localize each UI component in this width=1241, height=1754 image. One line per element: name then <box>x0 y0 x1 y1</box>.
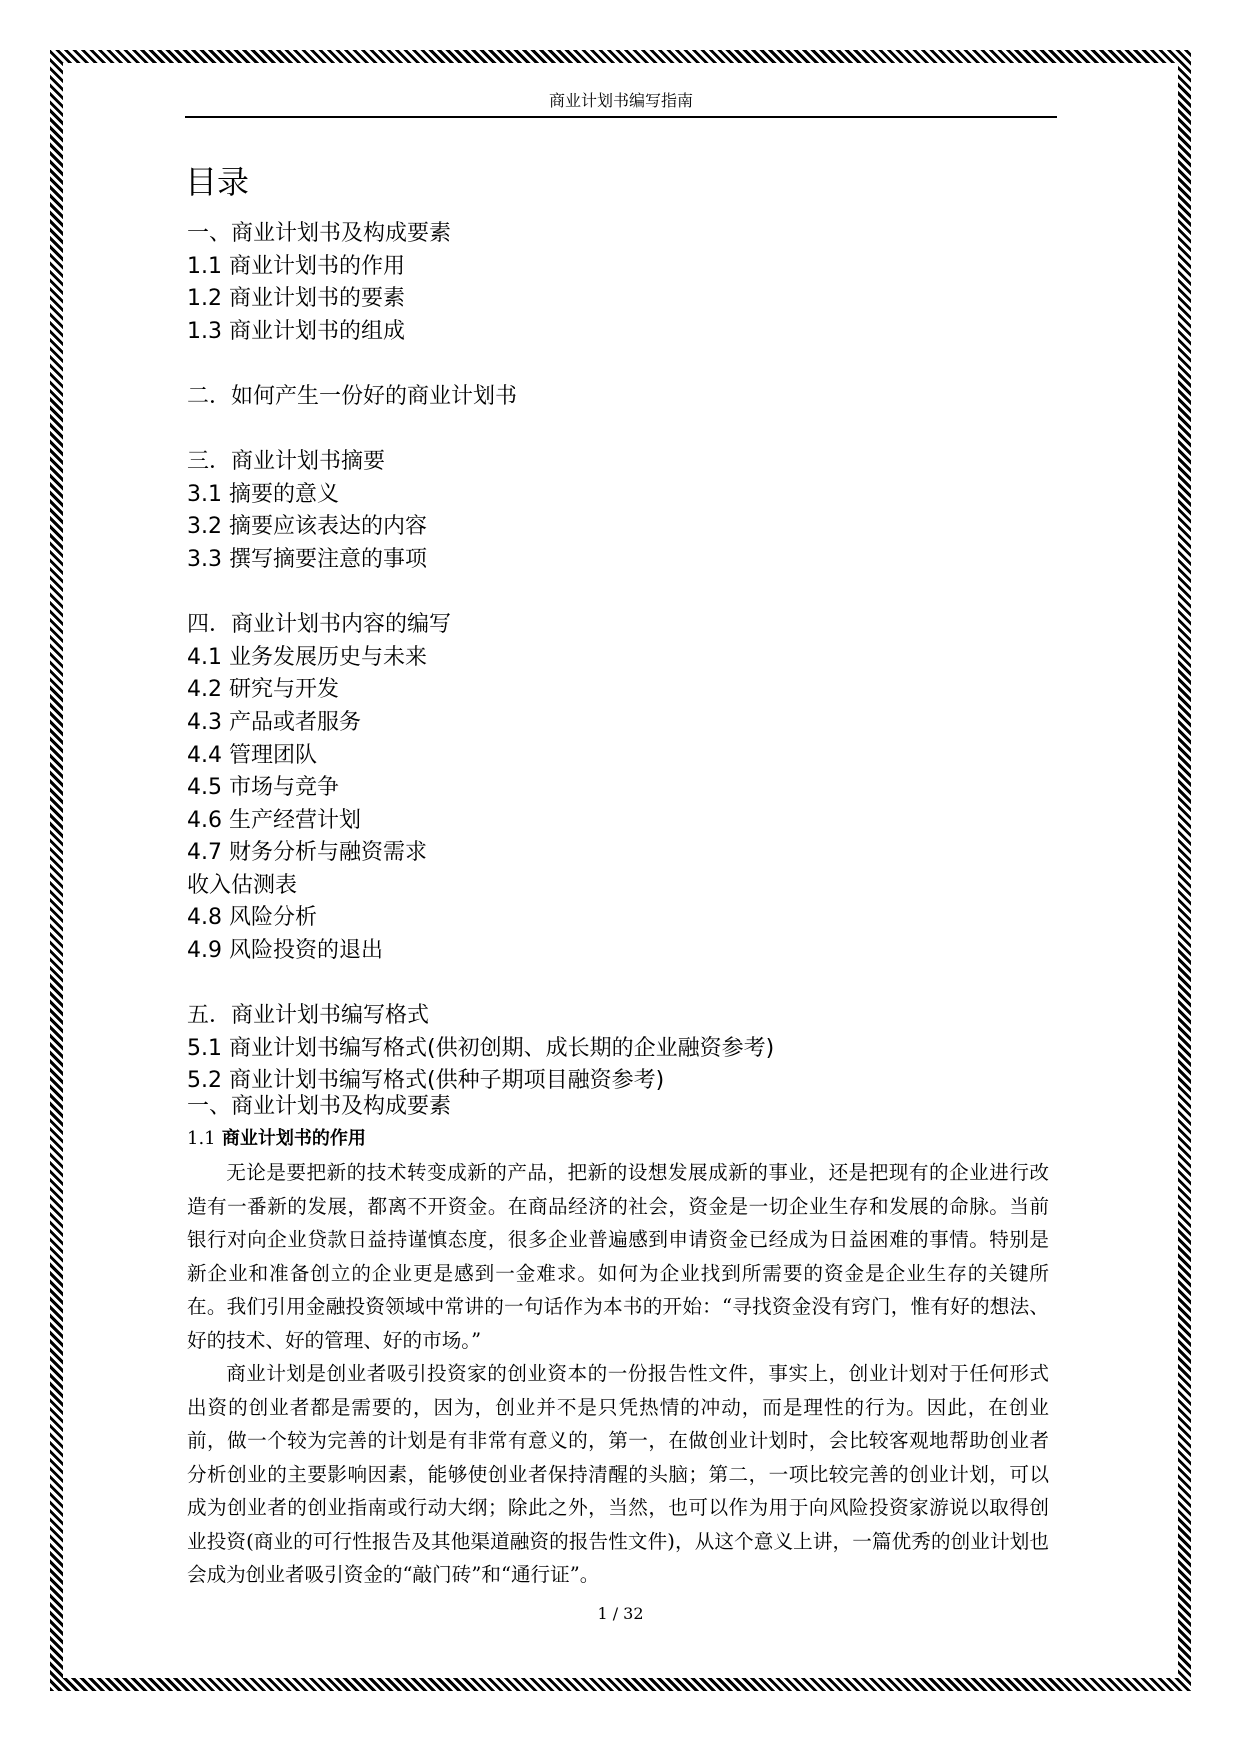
toc-entry[interactable]: 5.1 商业计划书编写格式(供初创期、成长期的企业融资参考) <box>187 1035 775 1061</box>
section-heading: 一、商业计划书及构成要素 <box>187 1094 452 1119</box>
toc-entry[interactable]: 五．商业计划书编写格式 <box>187 1003 430 1029</box>
toc-spacer <box>187 348 1047 381</box>
subsection-title: 商业计划书的作用 <box>221 1128 366 1149</box>
page-header: 商业计划书编写指南 <box>185 88 1057 118</box>
toc-entry[interactable]: 4.3 产品或者服务 <box>187 709 361 735</box>
toc-entry[interactable]: 1.2 商业计划书的要素 <box>187 286 405 312</box>
toc-entry[interactable]: 1.3 商业计划书的组成 <box>187 318 405 344</box>
toc-entry[interactable]: 4.6 生产经营计划 <box>187 807 361 833</box>
body-text <box>187 1156 1049 1592</box>
toc-spacer <box>187 968 1047 1001</box>
subsection-number: 1.1 <box>187 1128 216 1149</box>
page-number: 1 / 32 <box>597 1604 644 1623</box>
toc-entry[interactable]: 4.9 风险投资的退出 <box>187 938 383 964</box>
toc-spacer <box>187 414 1047 447</box>
toc-entry[interactable]: 3.2 摘要应该表达的内容 <box>187 514 427 540</box>
toc-entry[interactable]: 4.2 研究与开发 <box>187 677 339 703</box>
toc-entry[interactable]: 4.7 财务分析与融资需求 <box>187 840 427 866</box>
paragraph: 商业计划是创业者吸引投资家的创业资本的一份报告性文件，事实上，创业计划对于任何形式出资的创业者都是需要的，因为，创业并不是只凭热情的冲动，而是理性的行为。因此，在创业前，做一个较为完善的计划是有非常有意义的，第一，在做创业计划时，会比较客观地帮助创业者分析创业的主要影响因素，能够使创业者保持清醒的头脑；第二，一项比较完善的创业计划，可以成为创业者的创业指南或行动大纲；除此之外，当然，也可以作为用于向风险投资家游说以取得创业投资(商业的可行性报告及其他渠道融资的报告性文件)，从这个意义上讲，一篇优秀的创业计划也会成为创业者吸引资金的“敲门砖”和“通行证”。 <box>187 1362 1049 1586</box>
toc-entry[interactable]: 5.2 商业计划书编写格式(供种子期项目融资参考) <box>187 1068 665 1094</box>
toc-entry[interactable]: 4.8 风险分析 <box>187 905 317 931</box>
subsection-heading <box>187 1125 366 1153</box>
table-of-contents <box>187 218 1047 1098</box>
toc-entry[interactable]: 二．如何产生一份好的商业计划书 <box>187 383 518 409</box>
toc-spacer <box>187 577 1047 610</box>
paragraph: 无论是要把新的技术转变成新的产品，把新的设想发展成新的事业，还是把现有的企业进行改造有一番新的发展，都离不开资金。在商品经济的社会，资金是一切企业生存和发展的命脉。当前银行对向企业贷款日益持谨慎态度，很多企业普遍感到申请资金已经成为日益困难的事情。特别是新企业和准备创立的企业更是感到一金难求。如何为企业找到所需要的资金是企业生存的关键所在。我们引用金融投资领域中常讲的一句话作为本书的开始：“寻找资金没有窍门，惟有好的想法、好的技术、好的管理、好的市场。” <box>187 1161 1049 1352</box>
toc-entry[interactable]: 4.5 市场与竞争 <box>187 775 339 801</box>
toc-entry[interactable]: 收入估测表 <box>187 872 298 898</box>
toc-entry[interactable]: 1.1 商业计划书的作用 <box>187 253 405 279</box>
toc-entry[interactable]: 三．商业计划书摘要 <box>187 449 386 475</box>
toc-entry[interactable]: 4.4 管理团队 <box>187 742 317 768</box>
toc-entry[interactable]: 四．商业计划书内容的编写 <box>187 612 452 638</box>
toc-entry[interactable]: 一、商业计划书及构成要素 <box>187 221 452 246</box>
toc-entry[interactable]: 3.1 摘要的意义 <box>187 481 339 507</box>
toc-entry[interactable]: 3.3 撰写摘要注意的事项 <box>187 546 427 572</box>
toc-entry[interactable]: 4.1 业务发展历史与未来 <box>187 644 427 670</box>
toc-title: 目录 <box>185 163 250 201</box>
